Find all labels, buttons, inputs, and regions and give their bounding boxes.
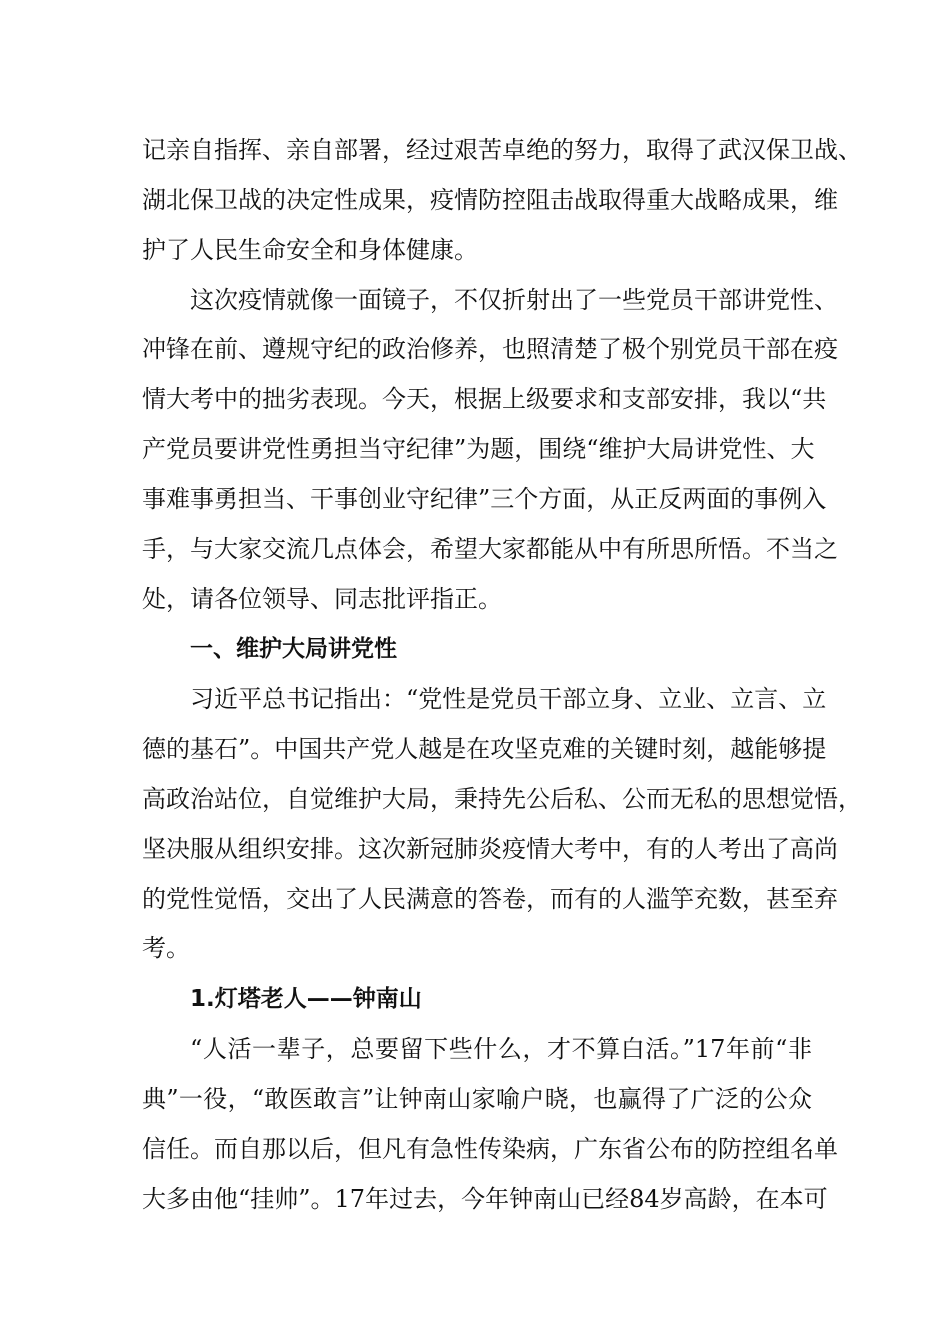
paragraph-3-line-1: 习近平总书记指出：“党性是党员干部立身、立业、立言、立 <box>190 685 827 713</box>
paragraph-3-line-4: 坚决服从组织安排。这次新冠肺炎疫情大考中，有的人考出了高尚 <box>142 835 838 863</box>
paragraph-2-line-1: 这次疫情就像一面镜子，不仅折射出了一些党员干部讲党性、 <box>190 286 838 314</box>
paragraph-4-line-1: “人活一辈子，总要留下些什么，才不算白活。”17年前“非 <box>190 1035 812 1063</box>
paragraph-4-line-2: 典”一役，“敢医敢言”让钟南山家喻户晓，也赢得了广泛的公众 <box>142 1085 812 1113</box>
paragraph-4-line-4: 大多由他“挂帅”。17年过去，今年钟南山已经84岁高龄，在本可 <box>142 1185 828 1213</box>
section-heading: 一、维护大局讲党性 <box>190 636 397 662</box>
paragraph-2-line-2: 冲锋在前、遵规守纪的政治修养，也照清楚了极个别党员干部在疫 <box>142 335 838 363</box>
paragraph-2-line-4: 产党员要讲党性勇担当守纪律”为题，围绕“维护大局讲党性、大 <box>142 435 815 463</box>
paragraph-4-line-3: 信任。而自那以后，但凡有急性传染病，广东省公布的防控组名单 <box>142 1135 838 1163</box>
paragraph-3-line-6: 考。 <box>142 934 190 962</box>
paragraph-2-line-6: 手，与大家交流几点体会，希望大家都能从中有所思所悟。不当之 <box>142 535 838 563</box>
paragraph-1-line-3: 护了人民生命安全和身体健康。 <box>142 236 478 264</box>
paragraph-1-line-1: 记亲自指挥、亲自部署，经过艰苦卓绝的努力，取得了武汉保卫战、 <box>142 136 862 164</box>
paragraph-3-line-2: 德的基石”。中国共产党人越是在攻坚克难的关键时刻，越能够提 <box>142 735 827 763</box>
paragraph-2-line-7: 处，请各位领导、同志批评指正。 <box>142 585 502 613</box>
paragraph-2-line-5: 事难事勇担当、干事创业守纪律”三个方面，从正反两面的事例入 <box>142 485 827 513</box>
paragraph-3-line-3: 高政治站位，自觉维护大局，秉持先公后私、公而无私的思想觉悟， <box>142 785 862 813</box>
subsection-heading: 1.灯塔老人——钟南山 <box>190 986 422 1012</box>
paragraph-3-line-5: 的党性觉悟，交出了人民满意的答卷，而有的人滥竽充数，甚至弃 <box>142 885 838 913</box>
paragraph-1-line-2: 湖北保卫战的决定性成果，疫情防控阻击战取得重大战略成果，维 <box>142 186 838 214</box>
paragraph-2-line-3: 情大考中的拙劣表现。今天，根据上级要求和支部安排，我以“共 <box>142 385 827 413</box>
